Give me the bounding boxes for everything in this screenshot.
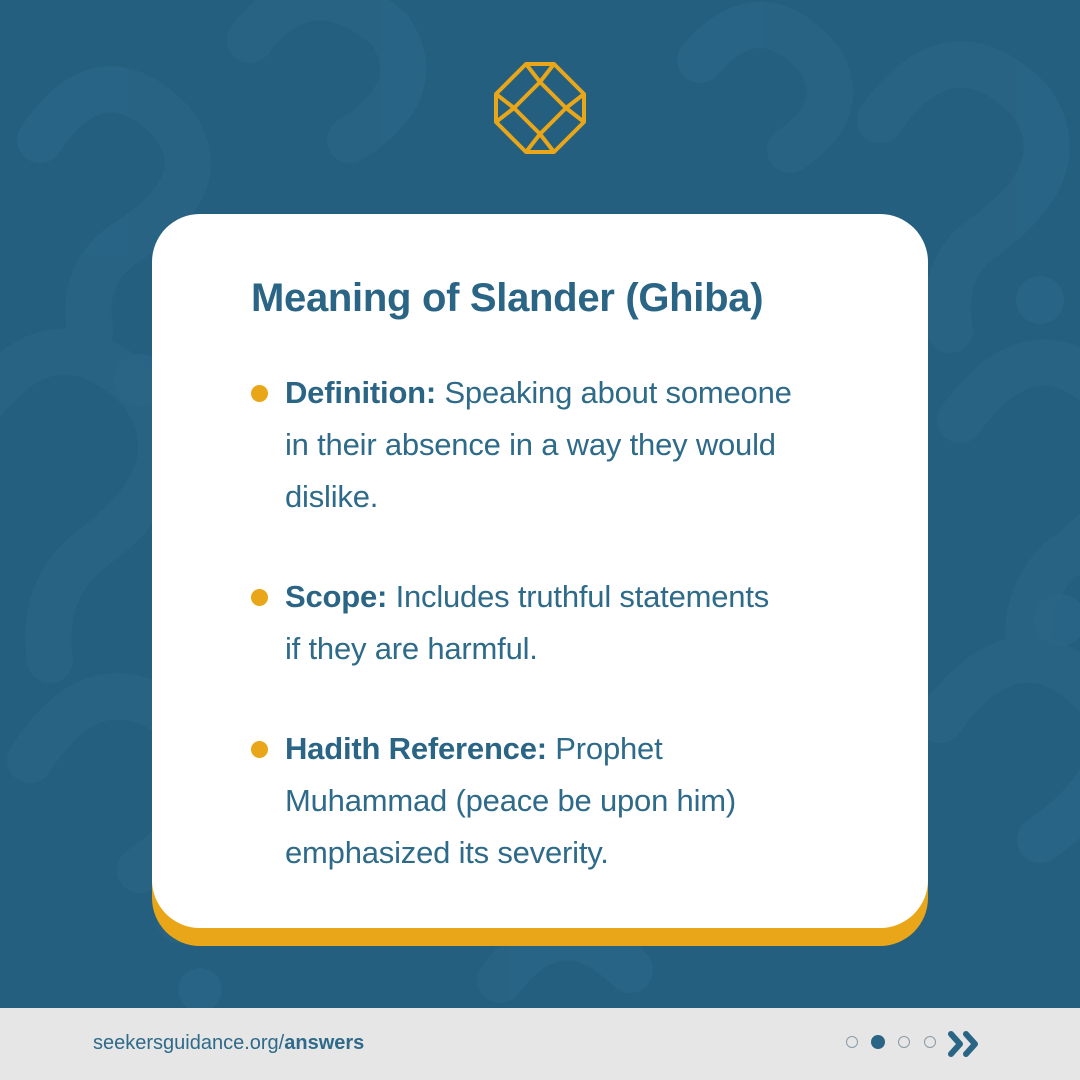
item-term: Definition: xyxy=(285,375,437,410)
pagination-dot-3[interactable] xyxy=(898,1036,910,1048)
item-line: Muhammad (peace be upon him) xyxy=(285,783,737,818)
content-card xyxy=(152,214,928,928)
item-line: emphasized its severity. xyxy=(285,835,609,870)
item-description: Prophet xyxy=(546,731,663,766)
website-link[interactable] xyxy=(93,1032,364,1055)
url-answers: answers xyxy=(284,1032,365,1054)
bullet-dot-icon xyxy=(251,741,268,758)
pagination-dot-4[interactable] xyxy=(924,1036,936,1048)
item-line: in their absence in a way they would xyxy=(285,427,776,462)
item-line: dislike. xyxy=(285,479,379,514)
bullet-dot-icon xyxy=(251,589,268,606)
url-prefix: seekersguidance.org/ xyxy=(93,1032,285,1054)
double-chevron-right-icon[interactable] xyxy=(946,1030,984,1058)
footer-bar xyxy=(0,1008,1080,1080)
item-term: Hadith Reference: xyxy=(285,731,547,766)
item-term: Scope: xyxy=(285,579,388,614)
item-line xyxy=(285,723,662,775)
item-line: if they are harmful. xyxy=(285,631,538,666)
item-line xyxy=(285,571,769,623)
pagination-dot-2[interactable] xyxy=(871,1035,885,1049)
item-description: Speaking about someone xyxy=(436,375,792,410)
bullet-dot-icon xyxy=(251,385,268,402)
item-description: Includes truthful statements xyxy=(387,579,770,614)
card-title: Meaning of Slander (Ghiba) xyxy=(251,276,764,320)
item-line xyxy=(285,367,792,419)
pagination-dot-1[interactable] xyxy=(846,1036,858,1048)
octagon-star-logo xyxy=(492,60,588,156)
